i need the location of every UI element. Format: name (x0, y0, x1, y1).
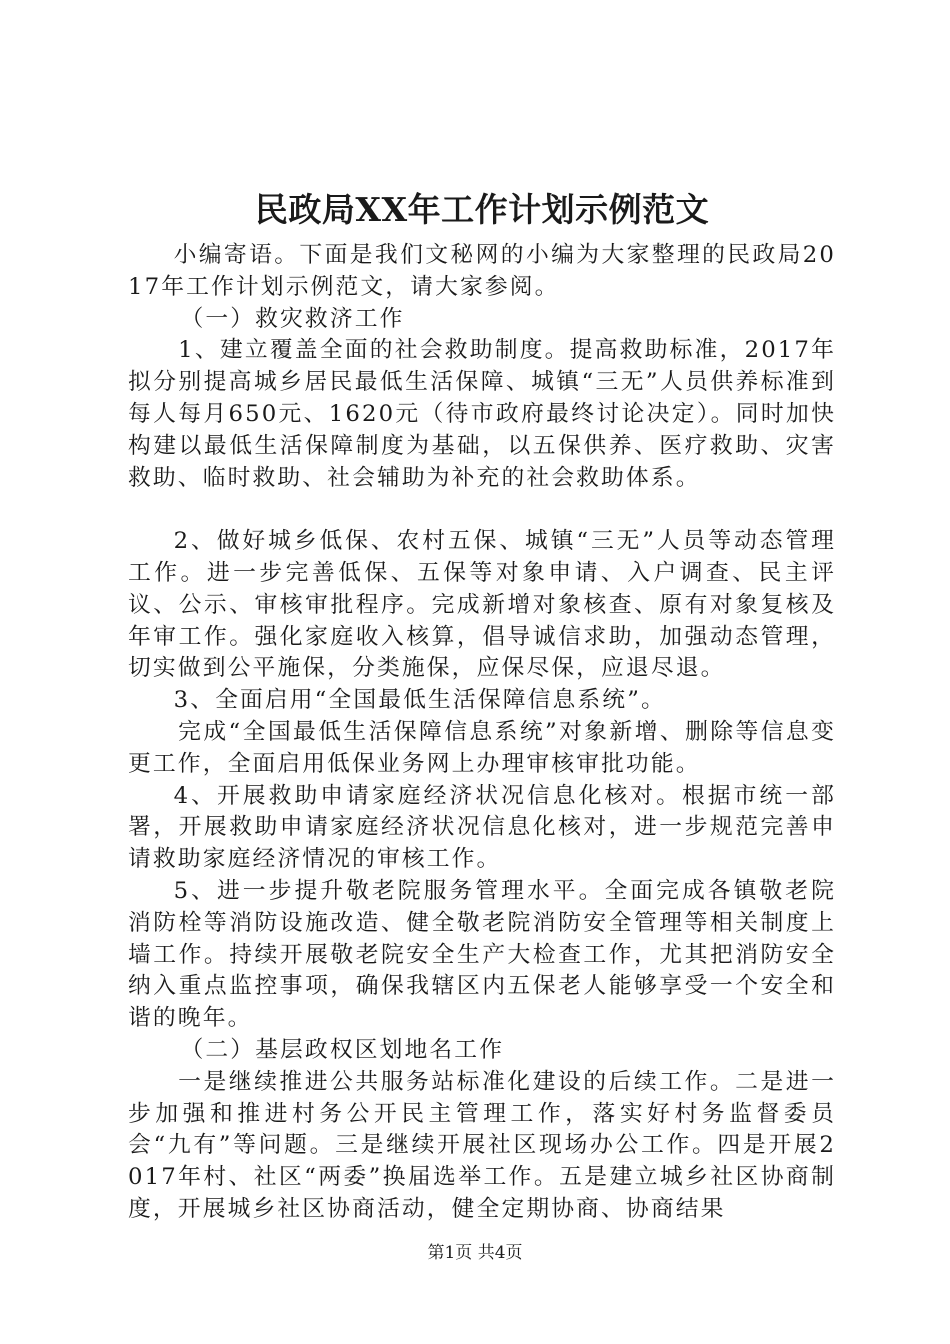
paragraph-item-1: 1、建立覆盖全面的社会救助制度。提高救助标准，2017年拟分别提高城乡居民最低生活保障、城镇“三无”人员供养标准到每人每月650元、1620元（待市政府最终讨论决定）。同时加快构建以最低生活保障制度为基础，以五保供养、医疗救助、灾害救助、临时救助、社会辅助为补充的社会救助体系。 (128, 337, 836, 491)
document-title: 民政局XX年工作计划示例范文 (254, 190, 710, 229)
blank-line (128, 494, 836, 526)
paragraph-item-4: 4、开展救助申请家庭经济状况信息化核对。根据市统一部署，开展救助申请家庭经济状况信息化核对，进一步规范完善申请救助家庭经济情况的审核工作。 (128, 782, 836, 873)
document-page (128, 180, 836, 1226)
paragraph-item-3-detail: 完成“全国最低生活保障信息系统”对象新增、删除等信息变更工作，全面启用低保业务网上办理审核审批功能。 (128, 718, 836, 777)
page-footer: 第1页 共4页 (427, 1243, 523, 1263)
paragraph-item-3: 3、全面启用“全国最低生活保障信息系统”。 (173, 687, 666, 714)
section-heading-grassroots: （二）基层政权区划地名工作 (180, 1036, 505, 1063)
document-body (128, 240, 836, 1226)
section-heading-disaster-relief: （一）救灾救济工作 (180, 305, 405, 332)
paragraph-grassroots-detail: 一是继续推进公共服务站标准化建设的后续工作。二是进一步加强和推进村务公开民主管理工作，落实好村务监督委员会“九有”等问题。三是继续开展社区现场办公工作。四是开展2017年村、社区“两委”换届选举工作。五是建立城乡社区协商制度，开展城乡社区协商活动，健全定期协商、协商结果 (128, 1068, 836, 1222)
paragraph-item-5: 5、进一步提升敬老院服务管理水平。全面完成各镇敬老院消防栓等消防设施改造、健全敬老院消防安全管理等相关制度上墙工作。持续开展敬老院安全生产大检查工作，尤其把消防安全纳入重点监控事项，确保我辖区内五保老人能够享受一个安全和谐的晚年。 (128, 877, 836, 1032)
paragraph-item-2: 2、做好城乡低保、农村五保、城镇“三无”人员等动态管理工作。进一步完善低保、五保等对象申请、入户调查、民主评议、公示、审核审批程序。完成新增对象核查、原有对象复核及年审工作。强化家庭收入核算，倡导诚信求助，加强动态管理，切实做到公平施保，分类施保，应保尽保，应退尽退。 (128, 528, 836, 682)
intro-paragraph: 小编寄语。下面是我们文秘网的小编为大家整理的民政局2017年工作计划示例范文，请大家参阅。 (128, 242, 836, 300)
